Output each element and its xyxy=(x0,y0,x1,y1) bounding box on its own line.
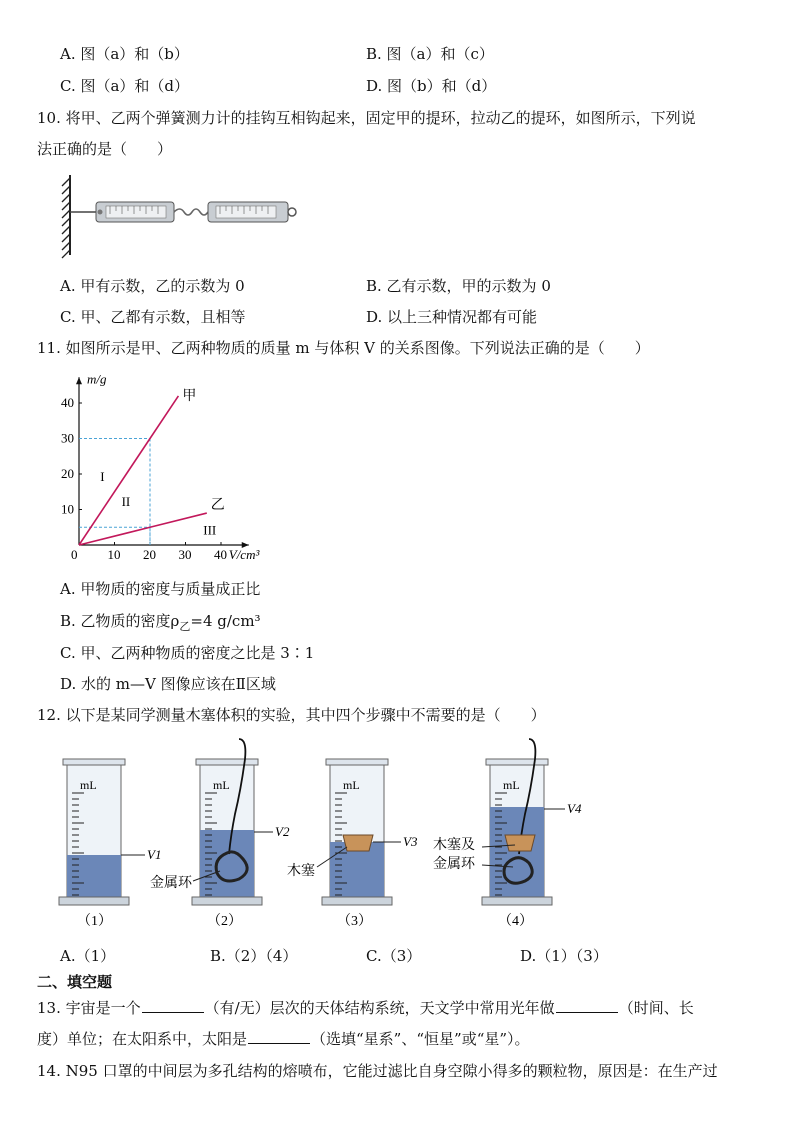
q13-blank-2[interactable] xyxy=(556,998,618,1013)
cylinder-3-unit: mL xyxy=(343,778,360,792)
label-cork-ring-2: 金属环 xyxy=(433,857,475,872)
q13-text-1: 13. 宇宙是一个 xyxy=(37,999,141,1017)
q13-text-4: 度）单位；在太阳系中，太阳是 xyxy=(37,1030,248,1048)
region-label-3: III xyxy=(203,522,217,538)
q9-option-d: D. 图（b）和（d） xyxy=(366,77,497,95)
cylinder-1-unit: mL xyxy=(80,778,97,792)
series-label-1: 乙 xyxy=(210,498,225,514)
q10-stem-line1: 10. 将甲、乙两个弹簧测力计的挂钩互相钩起来，固定甲的提环，拉动乙的提环，如图所示，下列说 xyxy=(37,109,696,127)
x-tick-label: 0 xyxy=(71,547,78,562)
q13-line1 xyxy=(37,997,694,1018)
q13-line2 xyxy=(37,1028,530,1049)
q11-option-b-subscript: 乙 xyxy=(179,620,191,633)
mass-volume-chart xyxy=(55,365,295,565)
y-tick-label: 20 xyxy=(61,466,74,481)
x-axis-label: V/cm³ xyxy=(228,547,260,562)
x-tick-label: 30 xyxy=(178,547,192,562)
cylinder-4-unit: mL xyxy=(503,778,520,792)
label-metal-ring: 金属环 xyxy=(150,876,192,891)
q11-stem: 11. 如图所示是甲、乙两种物质的质量 m 与体积 V 的关系图像。下列说法正确的是（ ） xyxy=(37,339,650,357)
q9-option-c: C. 图（a）和（d） xyxy=(60,77,190,95)
q11-option-b-value: =4 g/cm³ xyxy=(190,612,261,630)
y-tick-label: 40 xyxy=(61,395,74,410)
step-label-2: （2） xyxy=(207,914,242,929)
cylinder-2-unit: mL xyxy=(213,778,230,792)
label-v3: V3 xyxy=(403,834,418,849)
step-label-3: （3） xyxy=(337,914,372,929)
spring-scale-figure xyxy=(58,170,303,260)
y-tick-label: 10 xyxy=(61,501,74,517)
series-label-0: 甲 xyxy=(182,388,197,404)
region-label-1: I xyxy=(100,469,105,485)
q11-option-a: A. 甲物质的密度与质量成正比 xyxy=(60,580,261,598)
graduated-cylinder-figure xyxy=(55,735,615,935)
q11-option-d: D. 水的 m—V 图像应该在Ⅱ区域 xyxy=(60,675,276,693)
q12-option-c: C.（3） xyxy=(366,947,422,965)
y-axis-arrow xyxy=(76,377,82,384)
region-label-2: II xyxy=(121,493,131,509)
q13-blank-1[interactable] xyxy=(142,998,204,1013)
q12-option-a: A.（1） xyxy=(60,947,116,965)
q10-option-d: D. 以上三种情况都有可能 xyxy=(366,308,538,326)
label-v4: V4 xyxy=(567,801,582,816)
x-tick-label: 10 xyxy=(107,547,121,562)
section-heading: 二、填空题 xyxy=(37,973,113,991)
q13-blank-3[interactable] xyxy=(248,1029,310,1044)
q12-option-b: B.（2）（4） xyxy=(210,947,298,965)
q12-stem: 12. 以下是某同学测量木塞体积的实验，其中四个步骤中不需要的是（ ） xyxy=(37,706,546,724)
y-tick-label: 30 xyxy=(61,430,74,446)
q11-option-c: C. 甲、乙两种物质的密度之比是 3∶1 xyxy=(60,644,315,662)
series-line-0 xyxy=(79,396,178,545)
step-label-4: （4） xyxy=(498,914,533,929)
q13-text-3: （时间、长 xyxy=(618,999,694,1017)
y-axis-label: m/g xyxy=(87,371,107,387)
cylinder-2 xyxy=(192,739,262,905)
label-v2: V2 xyxy=(275,824,290,839)
x-tick-label: 20 xyxy=(143,547,156,562)
q12-option-d: D.（1）（3） xyxy=(520,947,608,965)
x-tick-label: 40 xyxy=(214,547,227,562)
step-label-1: （1） xyxy=(77,914,112,929)
q11-option-b xyxy=(60,610,261,634)
q13-text-5: （选填“星系”、“恒星”或“星”）。 xyxy=(311,1030,530,1048)
q10-option-a: A. 甲有示数，乙的示数为 0 xyxy=(60,277,245,295)
series-line-1 xyxy=(79,513,207,545)
q13-text-2: （有/无）层次的天体结构系统，天文学中常用光年做 xyxy=(204,999,555,1017)
q14-stem-line1: 14. N95 口罩的中间层为多孔结构的熔喷布，它能过滤比自身空隙小得多的颗粒物，原因是：在生产过 xyxy=(37,1062,718,1080)
q11-option-b-text: B. 乙物质的密度ρ xyxy=(60,612,180,630)
q9-option-a: A. 图（a）和（b） xyxy=(60,45,189,63)
cylinder-4 xyxy=(482,739,552,905)
label-v1: V1 xyxy=(147,847,162,862)
label-cork: 木塞 xyxy=(287,864,315,879)
label-cork-ring-1: 木塞及 xyxy=(433,838,475,853)
q10-option-b: B. 乙有示数，甲的示数为 0 xyxy=(366,277,551,295)
q10-stem-line2: 法正确的是（ ） xyxy=(37,140,173,158)
q10-option-c: C. 甲、乙都有示数，且相等 xyxy=(60,308,246,326)
q9-option-b: B. 图（a）和（c） xyxy=(366,45,494,63)
